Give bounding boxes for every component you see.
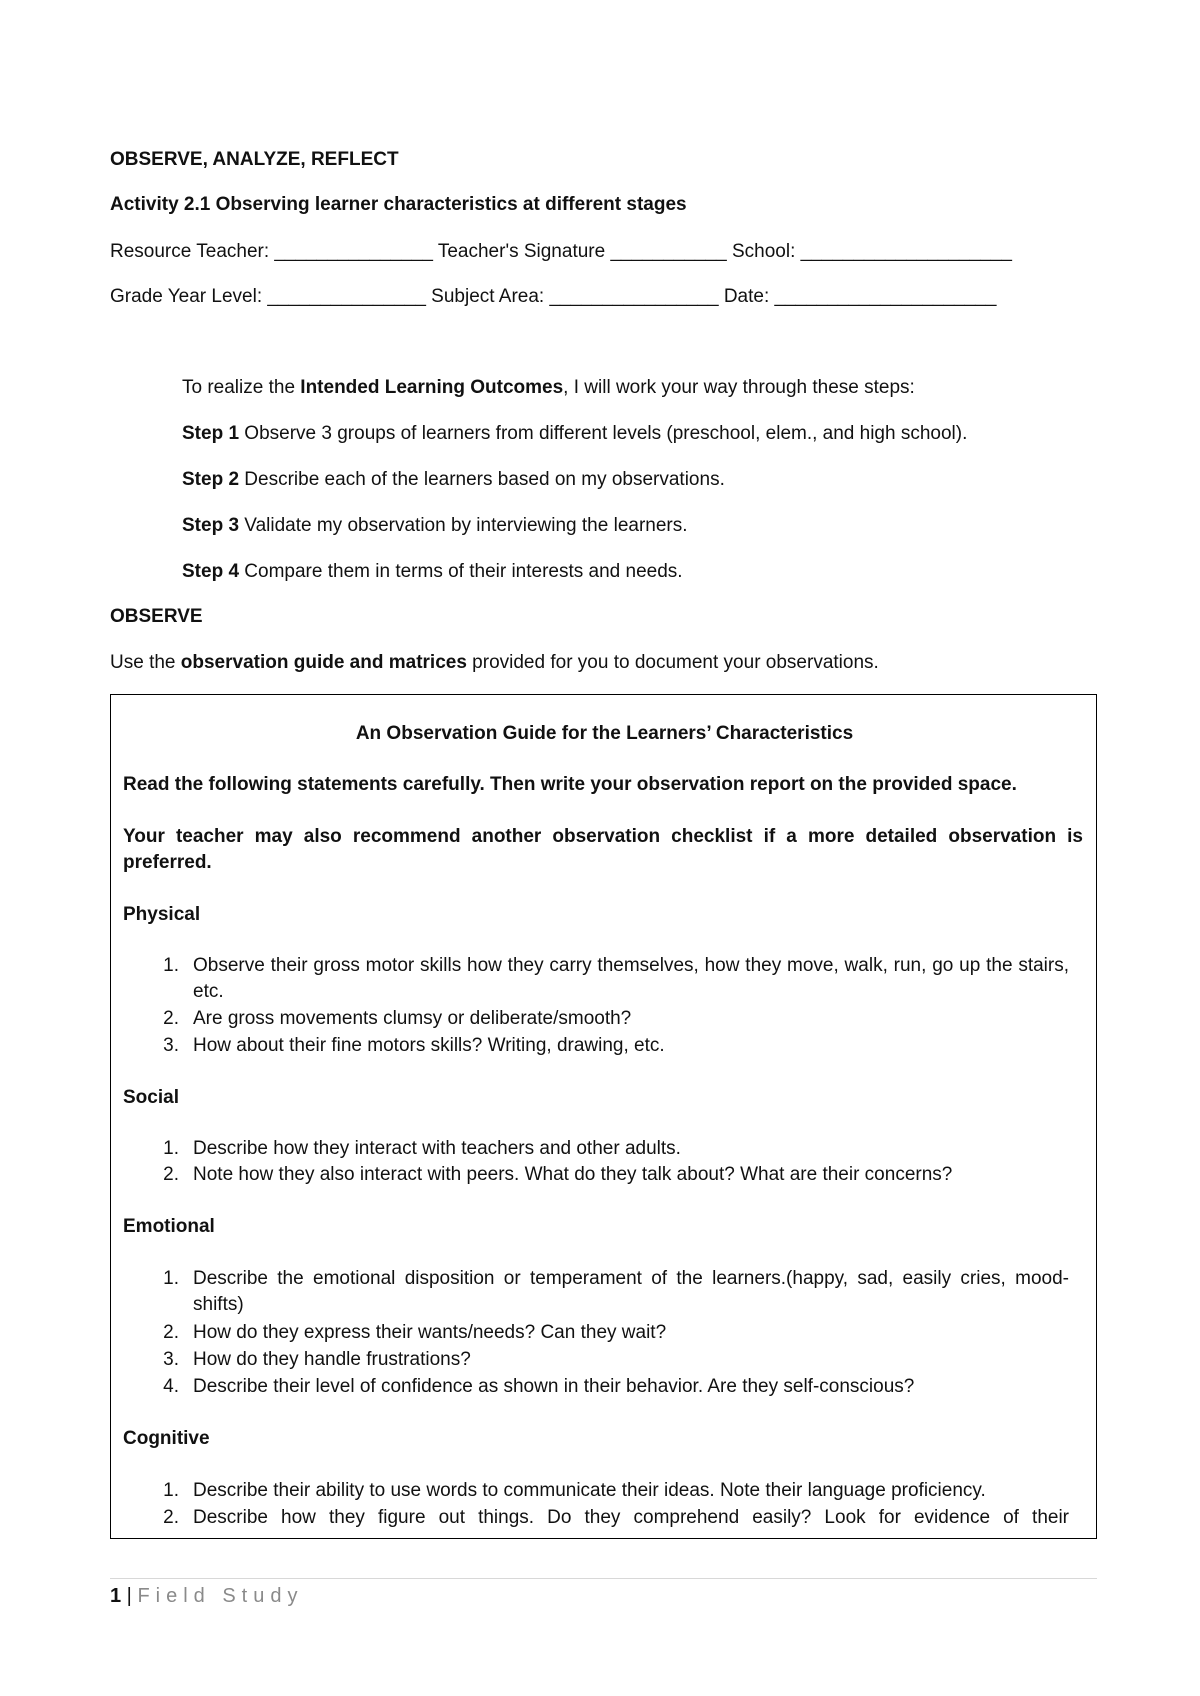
guide-title: An Observation Guide for the Learners’ Characteristics <box>355 723 854 744</box>
intro-post: , I will work your way through these steps: <box>563 377 915 398</box>
step-4 <box>182 560 683 584</box>
observation-guide-box <box>110 694 1097 1539</box>
step-3 <box>182 514 688 538</box>
footer-label: Field Study <box>137 1585 304 1607</box>
list-number: 3. <box>163 1035 179 1056</box>
social-heading: Social <box>123 1087 179 1108</box>
list-number: 2. <box>163 1008 179 1029</box>
list-item: How about their fine motors skills? Writing, drawing, etc. <box>193 1035 665 1056</box>
list-number: 4. <box>163 1376 179 1397</box>
list-number: 1. <box>163 1480 179 1501</box>
list-item: How do they handle frustrations? <box>193 1349 471 1370</box>
footer-divider <box>110 1578 1097 1579</box>
list-number: 1. <box>163 1268 179 1289</box>
footer-separator: | <box>121 1585 138 1607</box>
list-number: 1. <box>163 1138 179 1159</box>
list-item: Describe the emotional disposition or temperament of the learners.(happy, sad, easily cries, mood- shifts) <box>193 1268 1069 1315</box>
step-text: Validate my observation by interviewing the learners. <box>239 515 688 536</box>
activity-title: Activity 2.1 Observing learner characteristics at different stages <box>110 194 687 215</box>
list-number: 3. <box>163 1349 179 1370</box>
observe-heading: OBSERVE <box>110 606 203 627</box>
list-number: 2. <box>163 1322 179 1343</box>
list-number: 1. <box>163 955 179 976</box>
step-text: Describe each of the learners based on my observations. <box>239 469 725 490</box>
list-item: Observe their gross motor skills how they carry themselves, how they move, walk, run, go up the stairs, etc. <box>193 955 1069 1002</box>
step-2 <box>182 468 725 492</box>
list-item: Describe how they interact with teachers and other adults. <box>193 1138 681 1159</box>
emotional-heading: Emotional <box>123 1216 215 1237</box>
list-number: 2. <box>163 1164 179 1185</box>
physical-heading: Physical <box>123 904 201 925</box>
footer <box>110 1585 304 1608</box>
step-text: Compare them in terms of their interests and needs. <box>239 561 683 582</box>
step-text: Observe 3 groups of learners from different levels (preschool, elem., and high school). <box>239 423 968 444</box>
list-item: Describe their ability to use words to communicate their ideas. Note their language proficiency. <box>193 1480 986 1501</box>
list-item: How do they express their wants/needs? Can they wait? <box>193 1322 667 1343</box>
observe-paragraph <box>110 651 879 675</box>
list-item: Describe their level of confidence as shown in their behavior. Are they self-conscious? <box>193 1376 915 1397</box>
guide-instruction-1: Read the following statements carefully. Then write your observation report on the provided space. <box>123 774 1017 795</box>
step-label: Step 3 <box>182 515 240 536</box>
intro-bold: Intended Learning Outcomes <box>300 377 564 398</box>
list-item: Are gross movements clumsy or deliberate/smooth? <box>193 1008 632 1029</box>
observe-pre: Use the <box>110 652 181 673</box>
step-label: Step 2 <box>182 469 240 490</box>
list-item: Describe how they figure out things. Do they comprehend easily? Look for evidence of their <box>193 1507 1069 1528</box>
grade-level-line: Grade Year Level: _______________ Subject Area: ________________ Date: _____________________ <box>110 286 997 307</box>
step-label: Step 4 <box>182 561 240 582</box>
section-heading: OBSERVE, ANALYZE, REFLECT <box>110 149 399 170</box>
resource-teacher-line: Resource Teacher: _______________ Teacher's Signature ___________ School: ____________________ <box>110 241 1012 262</box>
page-number: 1 <box>110 1585 122 1607</box>
intro-paragraph <box>182 376 915 400</box>
step-1 <box>182 422 967 446</box>
step-label: Step 1 <box>182 423 240 444</box>
list-number: 2. <box>163 1507 179 1528</box>
guide-instruction-2: Your teacher may also recommend another observation checklist if a more detailed observation is preferred. <box>123 826 1083 873</box>
cognitive-heading: Cognitive <box>123 1428 210 1449</box>
observe-post: provided for you to document your observations. <box>466 652 879 673</box>
intro-pre: To realize the <box>182 377 301 398</box>
observe-bold: observation guide and matrices <box>180 652 467 673</box>
list-item: Note how they also interact with peers. What do they talk about? What are their concerns? <box>193 1164 953 1185</box>
